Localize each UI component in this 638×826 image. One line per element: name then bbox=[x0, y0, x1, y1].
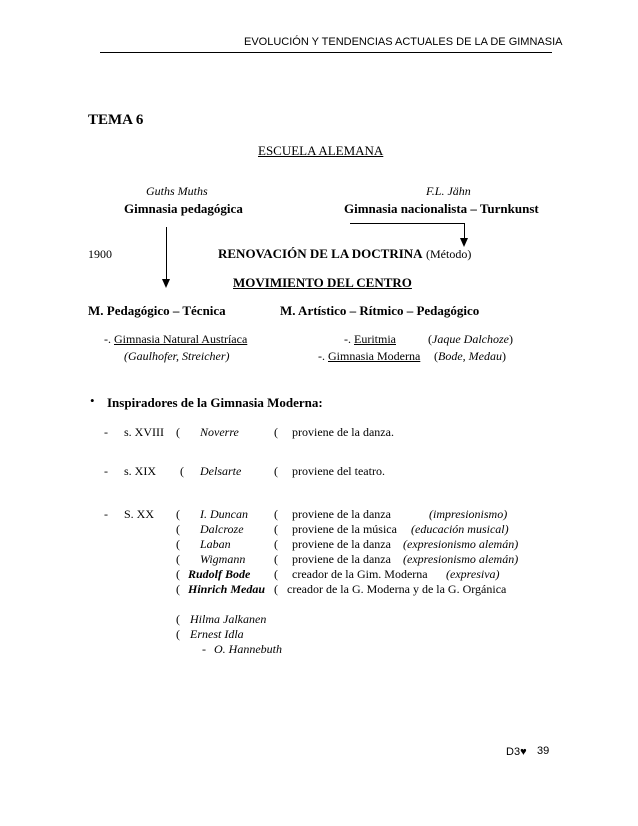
movimiento-title: MOVIMIENTO DEL CENTRO bbox=[233, 275, 412, 290]
right-branch-item-0 bbox=[344, 332, 396, 347]
paren-close: ) bbox=[508, 332, 513, 346]
left-branch-item bbox=[104, 332, 247, 347]
right-author-name: F.L. Jähn bbox=[426, 184, 471, 198]
row-2-dash: - bbox=[104, 507, 108, 521]
row-1-paren: ( bbox=[180, 464, 184, 478]
school-title: ESCUELA ALEMANA bbox=[258, 143, 384, 158]
row-1-dash: - bbox=[104, 464, 108, 478]
running-header: EVOLUCIÓN Y TENDENCIAS ACTUALES DE LA DE GIMNASIA bbox=[244, 36, 563, 48]
row-6-paren: ( bbox=[176, 567, 180, 581]
row-3-desc: proviene de la música bbox=[292, 522, 397, 536]
right-branch-item-1-author bbox=[434, 349, 506, 364]
extra-1-name: Ernest Idla bbox=[190, 627, 244, 641]
row-6-name: Rudolf Bode bbox=[188, 567, 251, 581]
row-6-extra: (expresiva) bbox=[446, 567, 500, 581]
sub-extra-dash: - bbox=[202, 642, 206, 656]
row-2-name: I. Duncan bbox=[200, 507, 248, 521]
renovacion-title: RENOVACIÓN DE LA DOCTRINA bbox=[218, 246, 423, 261]
row-4-extra: (expresionismo alemán) bbox=[403, 537, 519, 551]
item-name: Gimnasia Natural Austríaca bbox=[114, 332, 248, 346]
left-arrow-shaft bbox=[166, 227, 167, 281]
row-2-desc: proviene de la danza bbox=[292, 507, 391, 521]
paren-close: ) bbox=[501, 349, 506, 363]
right-branch-title: M. Artístico – Rítmico – Pedagógico bbox=[280, 303, 480, 318]
left-branch-title: M. Pedagógico – Técnica bbox=[88, 303, 226, 318]
row-2-century: S. XX bbox=[124, 507, 155, 521]
right-branch-item-1 bbox=[318, 349, 420, 364]
row-3-paren: ( bbox=[176, 522, 180, 536]
author-name: Bode, Medau bbox=[438, 349, 502, 363]
paren-open: ( bbox=[428, 332, 432, 346]
paren-open: ( bbox=[434, 349, 438, 363]
row-0-paren2: ( bbox=[274, 425, 278, 439]
row-3-paren2: ( bbox=[274, 522, 278, 536]
row-0-desc: proviene de la danza. bbox=[292, 425, 394, 439]
item-name: Gimnasia Moderna bbox=[328, 349, 421, 363]
sub-extra-name: O. Hannebuth bbox=[214, 642, 282, 656]
footer-code bbox=[506, 746, 527, 758]
footer-code-text: D3 bbox=[506, 746, 521, 758]
row-6-desc: creador de la Gim. Moderna bbox=[292, 567, 428, 581]
row-0-dash: - bbox=[104, 425, 108, 439]
row-5-paren2: ( bbox=[274, 552, 278, 566]
item-name: Euritmia bbox=[354, 332, 396, 346]
row-1-name: Delsarte bbox=[200, 464, 242, 478]
left-arrow-head bbox=[162, 279, 170, 288]
row-3-name: Dalcroze bbox=[200, 522, 244, 536]
row-1-century: s. XIX bbox=[124, 464, 156, 478]
author-name: Jaque Dalchoze bbox=[432, 332, 509, 346]
row-7-paren2: ( bbox=[274, 582, 278, 596]
row-5-extra: (expresionismo alemán) bbox=[403, 552, 519, 566]
row-5-name: Wigmann bbox=[200, 552, 246, 566]
header-rule bbox=[100, 52, 552, 53]
extra-1-paren: ( bbox=[176, 627, 180, 641]
row-0-century: s. XVIII bbox=[124, 425, 164, 439]
row-6-paren2: ( bbox=[274, 567, 278, 581]
row-7-name: Hinrich Medau bbox=[188, 582, 266, 596]
row-3-extra: (educación musical) bbox=[411, 522, 509, 536]
row-5-paren: ( bbox=[176, 552, 180, 566]
tema-title: TEMA 6 bbox=[88, 112, 144, 128]
row-4-paren: ( bbox=[176, 537, 180, 551]
row-5-desc: proviene de la danza bbox=[292, 552, 391, 566]
bullet-icon: • bbox=[90, 393, 95, 408]
right-author-label: Gimnasia nacionalista – Turnkunst bbox=[344, 201, 539, 216]
extra-0-paren: ( bbox=[176, 612, 180, 626]
item-prefix: -. bbox=[344, 332, 351, 346]
left-author-label: Gimnasia pedagógica bbox=[124, 201, 243, 216]
left-branch-authors: (Gaulhofer, Streicher) bbox=[124, 349, 230, 363]
row-0-paren: ( bbox=[176, 425, 180, 439]
row-1-paren2: ( bbox=[274, 464, 278, 478]
left-author-name: Guths Muths bbox=[146, 184, 208, 198]
row-2-paren: ( bbox=[176, 507, 180, 521]
row-7-desc: creador de la G. Moderna y de la G. Orgánica bbox=[287, 582, 507, 596]
right-branch-item-0-author bbox=[428, 332, 513, 347]
row-2-paren2: ( bbox=[274, 507, 278, 521]
page-number: 39 bbox=[537, 745, 550, 757]
row-7-paren: ( bbox=[176, 582, 180, 596]
row-2-extra: (impresionismo) bbox=[429, 507, 508, 521]
row-4-paren2: ( bbox=[274, 537, 278, 551]
bullet-title: Inspiradores de la Gimnasia Moderna: bbox=[107, 395, 323, 410]
row-4-name: Laban bbox=[200, 537, 231, 551]
heart-icon: ♥ bbox=[520, 746, 527, 758]
right-arrow-top bbox=[350, 223, 464, 224]
item-prefix: -. bbox=[318, 349, 325, 363]
right-arrow-head bbox=[460, 238, 468, 247]
item-prefix: -. bbox=[104, 332, 111, 346]
row-0-name: Noverre bbox=[200, 425, 239, 439]
renovacion-note: (Método) bbox=[426, 247, 472, 261]
row-4-desc: proviene de la danza bbox=[292, 537, 391, 551]
year-label: 1900 bbox=[88, 247, 112, 261]
row-1-desc: proviene del teatro. bbox=[292, 464, 385, 478]
extra-0-name: Hilma Jalkanen bbox=[190, 612, 267, 626]
